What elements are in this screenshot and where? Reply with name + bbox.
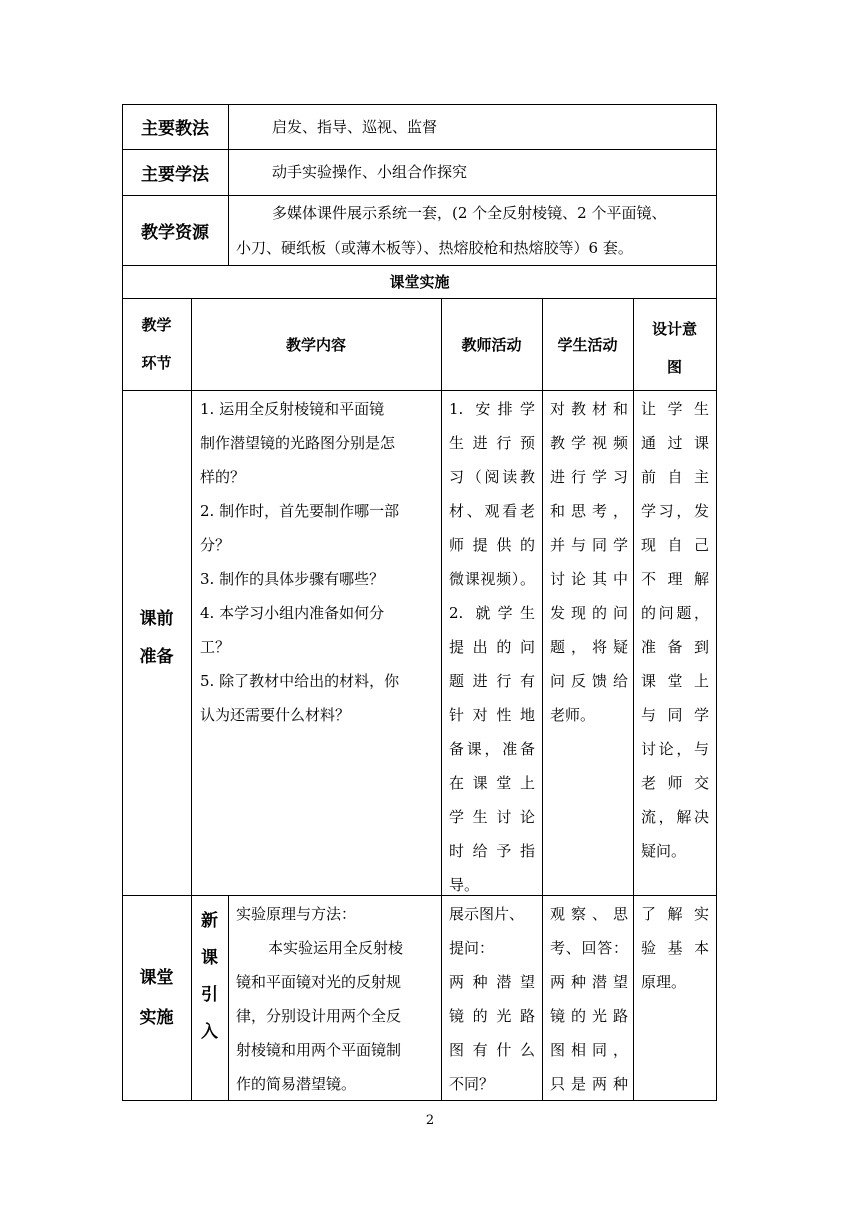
in-class-stage-line: 课堂 <box>139 968 174 988</box>
teacher-line: 提问： <box>449 939 495 957</box>
content-line: 3. 制作的具体步骤有哪些？ <box>200 570 385 588</box>
teacher-line: 镜的光路 <box>449 1007 535 1025</box>
pre-class-content <box>200 392 434 732</box>
content-line: 镜和平面镜对光的反射规 <box>236 973 402 991</box>
intent-line: 讨论，与 <box>641 740 709 758</box>
content-line: 分？ <box>200 536 231 554</box>
pre-class-intent <box>641 392 709 868</box>
intent-line: 不理解 <box>641 570 709 588</box>
intent-line: 现自己 <box>641 536 709 554</box>
content-line: 制作潜望镜的光路图分别是怎 <box>200 434 396 452</box>
teacher-line: 备课，准备 <box>449 740 535 758</box>
intent-line: 准备到 <box>641 638 709 656</box>
intent-line: 的问题， <box>641 604 709 622</box>
pre-class-stage <box>122 600 191 676</box>
teacher-line: 导。 <box>449 876 480 894</box>
teacher-line: 1. 安排学 <box>449 400 535 418</box>
methods-label: 主要教法 <box>141 119 209 139</box>
intent-line: 老师交 <box>641 774 709 792</box>
header-intent-line: 设计意 <box>651 320 697 338</box>
student-line: 只是两种 <box>550 1075 628 1093</box>
student-line: 对教材和 <box>550 400 628 418</box>
content-line: 样的？ <box>200 468 246 486</box>
teacher-line: 展示图片、 <box>449 905 525 923</box>
pre-class-teacher <box>449 392 535 902</box>
header-intent-line: 图 <box>666 358 682 376</box>
header-student: 学生活动 <box>557 335 618 354</box>
in-class-stage <box>122 958 191 1038</box>
page-number: 2 <box>425 1113 435 1128</box>
intent-line: 学习，发 <box>641 502 709 520</box>
row-divider <box>122 390 717 391</box>
student-line: 镜的光路 <box>550 1007 628 1025</box>
intent-line: 课堂上 <box>641 672 709 690</box>
student-line: 题，将疑 <box>550 638 628 656</box>
teacher-line: 2. 就学生 <box>449 604 535 622</box>
in-class-intent <box>641 897 709 999</box>
header-content: 教学内容 <box>285 335 346 354</box>
student-line: 两种潜望 <box>550 973 628 991</box>
sub-stage-char: 入 <box>201 1022 218 1042</box>
intent-line: 验基本 <box>641 939 709 957</box>
content-line: 工？ <box>200 638 231 656</box>
header-stage-line: 环节 <box>141 354 172 372</box>
content-line: 认为还需要什么材料？ <box>200 706 351 724</box>
content-line: 作的简易潜望镜。 <box>236 1075 357 1093</box>
sub-stage-char: 引 <box>201 985 218 1005</box>
teacher-line: 针对性地 <box>449 706 535 724</box>
border-right <box>716 104 717 1101</box>
sub-stage-char: 课 <box>201 948 218 968</box>
student-line: 进行学习 <box>550 468 628 486</box>
in-class-content <box>236 897 436 1101</box>
col-divider <box>228 895 229 1101</box>
resources-label: 教学资源 <box>141 222 209 243</box>
intent-line: 与同学 <box>641 706 709 724</box>
teacher-line: 提出的问 <box>449 638 535 656</box>
student-line: 老师。 <box>550 706 596 724</box>
intent-line: 流，解决 <box>641 808 709 826</box>
study-value: 动手实验操作、小组合作探究 <box>272 163 468 181</box>
teacher-line: 不同？ <box>449 1075 495 1093</box>
teacher-line: 图有什么 <box>449 1041 535 1059</box>
in-class-sub-stage <box>191 903 228 1051</box>
student-line: 考、回答： <box>550 939 628 957</box>
col-divider <box>441 298 442 1101</box>
content-line: 5. 除了教材中给出的材料，你 <box>200 672 400 690</box>
resources-line1: 多媒体课件展示系统一套，(2 个全反射棱镜、2 个平面镜、 <box>272 204 667 222</box>
student-line: 讨论其中 <box>550 570 628 588</box>
student-line: 观察、思 <box>550 905 628 923</box>
intent-line: 前自主 <box>641 468 709 486</box>
col-divider <box>633 298 634 1101</box>
content-line: 律，分别设计用两个全反 <box>236 1007 402 1025</box>
in-class-student <box>550 897 628 1101</box>
col-divider <box>228 104 229 265</box>
teacher-line: 师提供的 <box>449 536 535 554</box>
teacher-line: 习（阅读教 <box>449 468 535 486</box>
student-line: 教学视频 <box>550 434 628 452</box>
row-divider <box>122 895 717 896</box>
student-line: 图相同， <box>550 1041 628 1059</box>
header-stage <box>122 306 191 382</box>
methods-value: 启发、指导、巡视、监督 <box>272 118 438 136</box>
intent-line: 疑问。 <box>641 842 687 860</box>
teacher-line: 两种潜望 <box>449 973 535 991</box>
teacher-line: 题进行有 <box>449 672 535 690</box>
intent-line: 了解实 <box>641 905 709 923</box>
pre-class-stage-line: 课前 <box>139 609 174 629</box>
intent-line: 让学生 <box>641 400 709 418</box>
section-title: 课堂实施 <box>389 273 450 291</box>
intent-line: 通过课 <box>641 434 709 452</box>
student-line: 和思考， <box>550 502 628 520</box>
content-line: 4. 本学习小组内准备如何分 <box>200 604 385 622</box>
content-line: 本实验运用全反射棱 <box>268 939 404 957</box>
study-label: 主要学法 <box>141 164 209 185</box>
teacher-line: 时给予指 <box>449 842 535 860</box>
col-divider <box>542 298 543 1101</box>
in-class-teacher <box>449 897 535 1101</box>
student-line: 问反馈给 <box>550 672 628 690</box>
student-line: 发现的问 <box>550 604 628 622</box>
teacher-line: 微课视频）。 <box>449 570 535 588</box>
teacher-line: 材、观看老 <box>449 502 535 520</box>
content-line: 射棱镜和用两个平面镜制 <box>236 1041 402 1059</box>
teacher-line: 在课堂上 <box>449 774 535 792</box>
header-intent <box>633 310 716 386</box>
teacher-line: 生进行预 <box>449 434 535 452</box>
pre-class-stage-line: 准备 <box>139 647 174 667</box>
content-line: 1. 运用全反射棱镜和平面镜 <box>200 400 385 418</box>
in-class-stage-line: 实施 <box>139 1008 174 1028</box>
sub-stage-char: 新 <box>201 911 218 931</box>
student-line: 并与同学 <box>550 536 628 554</box>
content-line: 实验原理与方法： <box>236 905 357 923</box>
pre-class-student <box>550 392 628 732</box>
teacher-line: 学生讨论 <box>449 808 535 826</box>
header-teacher: 教师活动 <box>461 335 522 354</box>
resources-line2: 小刀、硬纸板（或薄木板等）、热熔胶枪和热熔胶等）6 套。 <box>236 239 633 257</box>
header-stage-line: 教学 <box>141 316 172 334</box>
content-line: 2. 制作时，首先要制作哪一部 <box>200 502 400 520</box>
intent-line: 原理。 <box>641 973 687 991</box>
